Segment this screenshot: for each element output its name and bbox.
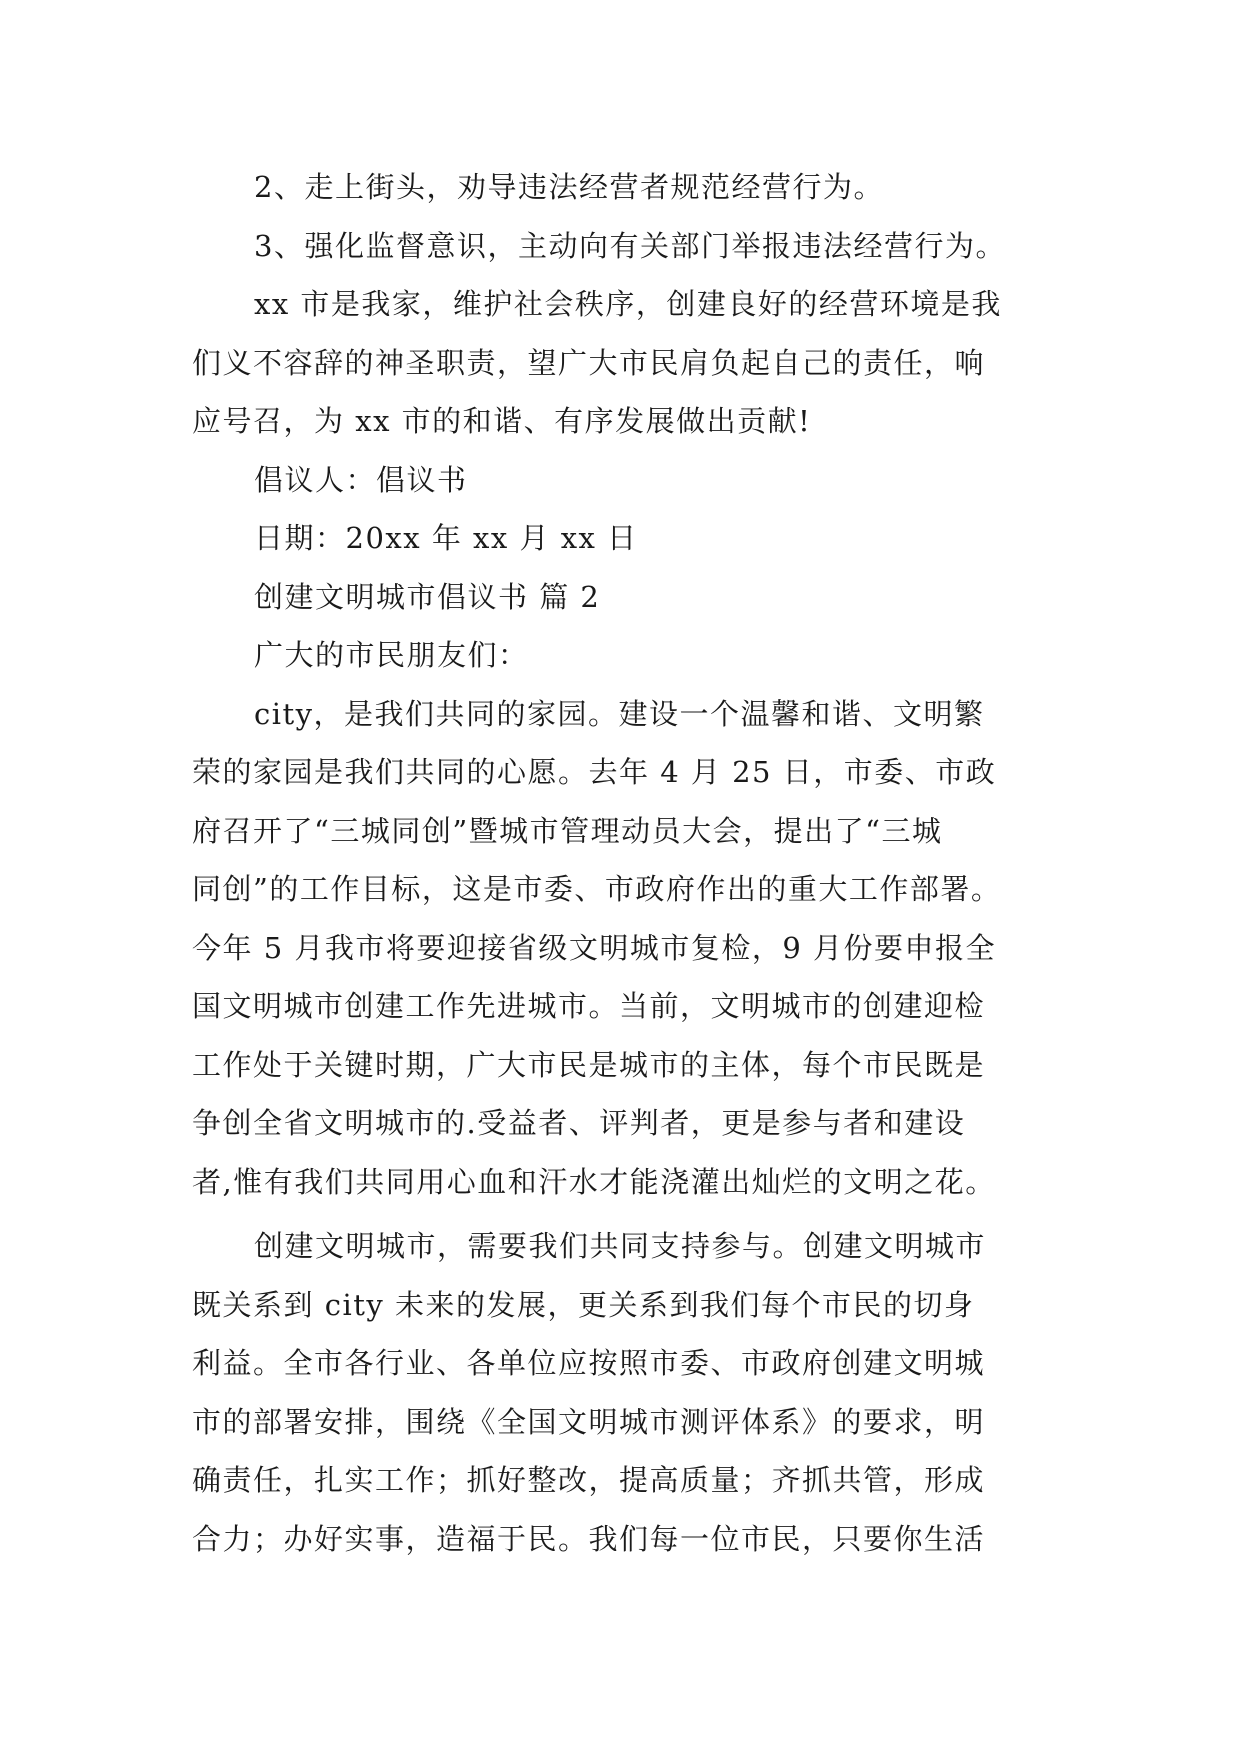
text-line: 们义不容辞的神圣职责，望广大市民肩负起自己的责任，响 bbox=[192, 345, 986, 380]
text-line: 应号召，为 xx 市的和谐、有序发展做出贡献! bbox=[192, 404, 812, 438]
text-line: 工作处于关键时期，广大市民是城市的主体，每个市民既是 bbox=[192, 1047, 986, 1082]
text-line: xx 市是我家，维护社会秩序，创建良好的经营环境是我 bbox=[254, 287, 1002, 321]
text-line: 荣的家园是我们共同的心愿。去年 4 月 25 日，市委、市政 bbox=[192, 755, 997, 789]
text-line: 3、强化监督意识，主动向有关部门举报违法经营行为。 bbox=[254, 228, 1006, 263]
text-line: 者,惟有我们共同用心血和汗水才能浇灌出灿烂的文明之花。 bbox=[192, 1164, 996, 1199]
text-line: 合力；办好实事，造福于民。我们每一位市民，只要你生活 bbox=[192, 1521, 986, 1556]
text-line: 既关系到 city 未来的发展，更关系到我们每个市民的切身 bbox=[192, 1287, 975, 1322]
date-line: 日期：20xx 年 xx 月 xx 日 bbox=[254, 521, 638, 555]
text-line: 2、走上街头，劝导违法经营者规范经营行为。 bbox=[254, 170, 884, 204]
salutation: 广大的市民朋友们： bbox=[254, 638, 529, 672]
text-line: 争创全省文明城市的.受益者、评判者，更是参与者和建设 bbox=[192, 1106, 966, 1140]
document-body bbox=[192, 158, 1052, 1568]
text-line: city，是我们共同的家园。建设一个温馨和谐、文明繁 bbox=[254, 696, 985, 731]
text-line: 创建文明城市，需要我们共同支持参与。创建文明城市 bbox=[254, 1229, 987, 1263]
text-line: 国文明城市创建工作先进城市。当前，文明城市的创建迎检 bbox=[192, 989, 986, 1023]
section-title: 创建文明城市倡议书 篇 2 bbox=[254, 579, 601, 614]
text-line: 同创”的工作目标，这是市委、市政府作出的重大工作部署。 bbox=[192, 872, 1002, 906]
text-line: 利益。全市各行业、各单位应按照市委、市政府创建文明城 bbox=[192, 1346, 986, 1380]
proposer-line: 倡议人：倡议书 bbox=[254, 462, 468, 497]
text-line: 府召开了“三城同创”暨城市管理动员大会，提出了“三城 bbox=[192, 813, 943, 848]
text-line: 今年 5 月我市将要迎接省级文明城市复检，9 月份要申报全 bbox=[192, 930, 997, 965]
text-line: 市的部署安排，围绕《全国文明城市测评体系》的要求，明 bbox=[192, 1404, 986, 1439]
text-line: 确责任，扎实工作；抓好整改，提高质量；齐抓共管，形成 bbox=[192, 1463, 986, 1497]
